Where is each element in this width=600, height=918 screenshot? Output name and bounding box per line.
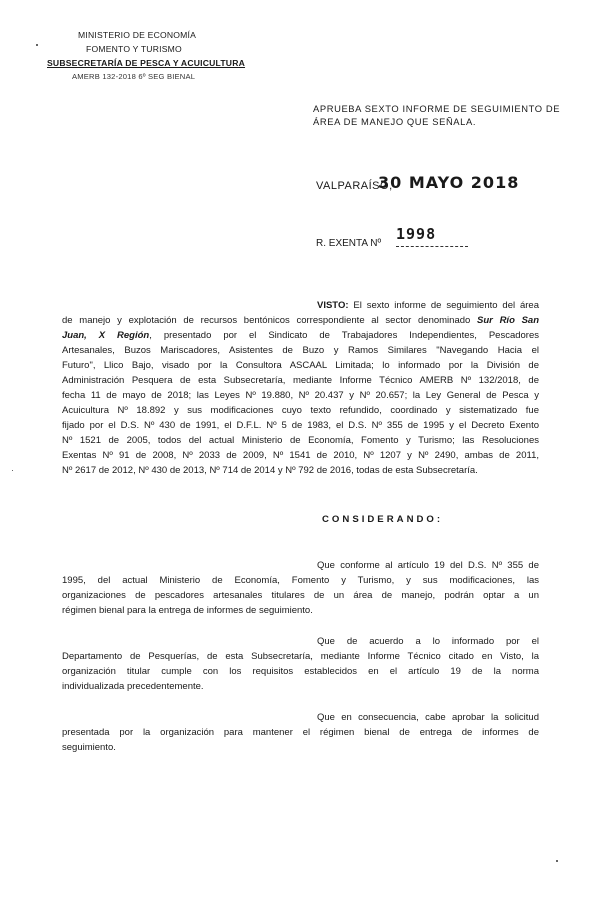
- ministry-name-line2: FOMENTO Y TURISMO: [86, 44, 182, 54]
- considerando-p1-first: [317, 558, 539, 573]
- visto-line-2: de manejo y explotación de recursos bentónicos correspondiente al sector denominado Sur Río San: [62, 315, 540, 326]
- considerando-paragraph-3: [62, 725, 539, 755]
- visto-line-4: Artesanales, Buzos Mariscadores, Asistentes de Buzo y Ramos Similares "Navegando Hacia el: [62, 345, 539, 356]
- considerando-p1-line-2: 1995, del actual Ministerio de Economía, Fomento y Turismo, y sus modificaciones, las: [62, 575, 539, 586]
- scan-speck: [36, 44, 38, 46]
- visto-line-11: Exentas Nº 91 de 2008, Nº 2033 de 2009, Nº 1541 de 2010, Nº 1207 y Nº 2490, ambas de 2011,: [62, 450, 539, 461]
- considerando-p1-line-4: régimen bienal para la entrega de informes de seguimiento.: [62, 605, 313, 616]
- visto-line-3: Juan, X Región, presentado por el Sindicato de Trabajadores Independientes, Pescadores: [62, 330, 540, 341]
- visto-line-9: fijado por el D.S. Nº 430 de 1991, el D.F.L. Nº 5 de 1983, el D.S. Nº 355 de 1995 y el Decreto Exento: [62, 420, 539, 431]
- considerando-p3-first: [317, 710, 539, 725]
- ministry-name-line1: MINISTERIO DE ECONOMÍA: [78, 30, 197, 40]
- visto-line-1: VISTO: El sexto informe de seguimiento del área: [317, 300, 540, 311]
- considerando-p2-line-3: organización titular cumple con los requisitos establecidos en el artículo 19 de la norma: [62, 666, 539, 677]
- subject-line-1: APRUEBA SEXTO INFORME DE SEGUIMIENTO DE: [313, 103, 561, 114]
- dateline-city: VALPARAÍSO,: [316, 180, 393, 192]
- considerando-p3-line-3: seguimiento.: [62, 742, 116, 753]
- considerando-p2-line-2: Departamento de Pesquerías, de esta Subsecretaría, mediante Informe Técnico citado en Visto, la: [62, 651, 539, 662]
- considerando-p3-line-2: presentada por la organización para mantener el régimen bienal de entrega de informes de: [62, 727, 539, 738]
- scan-speck: [556, 860, 558, 862]
- visto-line-1-text: El sexto informe de seguimiento del área: [353, 300, 540, 311]
- considerando-paragraph-2: [62, 649, 539, 694]
- considerando-p2-line-1: Que de acuerdo a lo informado por el: [317, 636, 539, 647]
- scan-speck: [12, 470, 13, 471]
- resolution-number-stamp: 1998: [396, 225, 437, 243]
- visto-first-line: [317, 298, 539, 313]
- considerando-paragraph-1: [62, 573, 539, 618]
- visto-line-6: Administración Pesquera de esta Subsecretaría, mediante Informe Técnico AMERB Nº 132/2018, de: [62, 375, 539, 386]
- visto-line-8: Acuicultura Nº 18.892 y sus modificaciones cuyo texto refundido, coordinado y sistematizado fue: [62, 405, 539, 416]
- visto-paragraph: [62, 313, 539, 478]
- considerando-p2-first: [317, 634, 539, 649]
- resolution-label: R. EXENTA Nº: [316, 238, 382, 249]
- subject-line-2: ÁREA DE MANEJO QUE SEÑALA.: [313, 116, 477, 127]
- considerando-p1-line-1: Que conforme al artículo 19 del D.S. Nº 355 de: [317, 560, 539, 571]
- resolution-number-underline: [396, 246, 468, 247]
- subsecretaria-name: SUBSECRETARÍA DE PESCA Y ACUICULTURA: [47, 58, 246, 68]
- visto-line-7: fecha 11 de mayo de 2018; las Leyes Nº 19.880, Nº 20.437 y Nº 20.657; la Ley General de Pesca y: [62, 390, 539, 401]
- considerando-p1-line-3: organizaciones de pescadores artesanales titulares de un área de manejo, podrán optar a un: [62, 590, 539, 601]
- visto-line-5: Futuro", Llico Bajo, visado por la Consultora ASCAAL Limitada; lo informado por la División de: [62, 360, 539, 371]
- reference-code: AMERB 132-2018 6º SEG BIENAL: [72, 72, 196, 81]
- visto-line-10: Nº 1521 de 2005, todos del actual Ministerio de Economía, Fomento y Turismo; las Resoluciones: [62, 435, 539, 446]
- considerando-heading: CONSIDERANDO:: [322, 514, 444, 525]
- dateline-date-stamp: 30 MAYO 2018: [378, 173, 520, 192]
- visto-line-12: Nº 2617 de 2012, Nº 430 de 2013, Nº 714 de 2014 y Nº 792 de 2016, todas de esta Subsecretaría.: [62, 465, 478, 476]
- subject-block: [313, 102, 560, 128]
- considerando-p3-line-1: Que en consecuencia, cabe aprobar la solicitud: [317, 712, 539, 723]
- considerando-p2-line-4: individualizada precedentemente.: [62, 681, 204, 692]
